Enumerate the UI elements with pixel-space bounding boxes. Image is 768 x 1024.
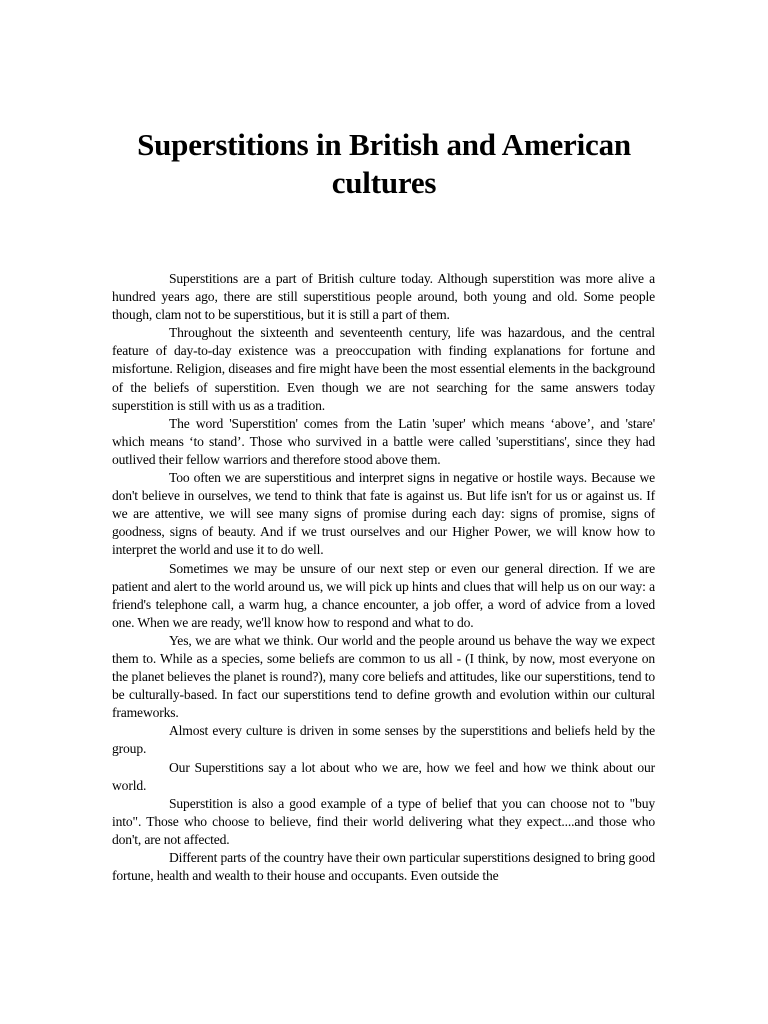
- document-body: [112, 270, 655, 885]
- paragraph: Superstitions are a part of British culture today. Although superstition was more alive a hundred years ago, there are still superstitious people around, both young and old. Some people though, clam not to be superstitious, but it is still a part of them.: [112, 271, 655, 323]
- paragraph: Superstition is also a good example of a type of belief that you can choose not to "buy into". Those who choose to believe, find their world delivering what they expect....and those who don't, are not affected.: [112, 795, 655, 847]
- paragraph: Throughout the sixteenth and seventeenth century, life was hazardous, and the central feature of day-to-day existence was a preoccupation with finding explanations for fortune and misfortune. Religion, diseases and fire might have been the most essential elements in the background of the beliefs of superstition. Even though we are not searching for the same answers today superstition is still with us as a tradition.: [112, 325, 655, 413]
- paragraph: Our Superstitions say a lot about who we are, how we feel and how we think about our world.: [112, 759, 655, 793]
- paragraph: Yes, we are what we think. Our world and the people around us behave the way we expect them to. While as a species, some beliefs are common to us all - (I think, by now, most everyone on the planet believes the planet is round?), many core beliefs and attitudes, like our superstitions, tend to be culturally-based. In fact our superstitions tend to define growth and evolution within our cultural frameworks.: [112, 632, 655, 721]
- paragraph: The word 'Superstition' comes from the Latin 'super' which means ‘above’, and 'stare' which means ‘to stand’. Those who survived in a battle were called 'superstitians', since they had outlived their fellow warriors and therefore stood above them.: [112, 415, 655, 467]
- paragraph: Too often we are superstitious and interpret signs in negative or hostile ways. Because we don't believe in ourselves, we tend to think that fate is against us. But life isn't for us or against us. If we are attentive, we will see many signs of promise during each day: signs of promise, signs of goodness, signs of beauty. And if we trust ourselves and our Higher Power, we will know how to interpret the world and use it to do well.: [112, 470, 655, 558]
- paragraph: Different parts of the country have their own particular superstitions designed to bring good fortune, health and wealth to their house and occupants. Even outside the: [112, 850, 655, 884]
- paragraph: Almost every culture is driven in some senses by the superstitions and beliefs held by the group.: [112, 723, 655, 757]
- document-title: Superstitions in British and American cultures: [137, 127, 631, 200]
- paragraph: Sometimes we may be unsure of our next step or even our general direction. If we are patient and alert to the world around us, we will pick up hints and clues that will help us on our way: a friend's telephone call, a warm hug, a chance encounter, a job offer, a word of advice from a loved one. When we are ready, we'll know how to respond and what to do.: [112, 560, 655, 630]
